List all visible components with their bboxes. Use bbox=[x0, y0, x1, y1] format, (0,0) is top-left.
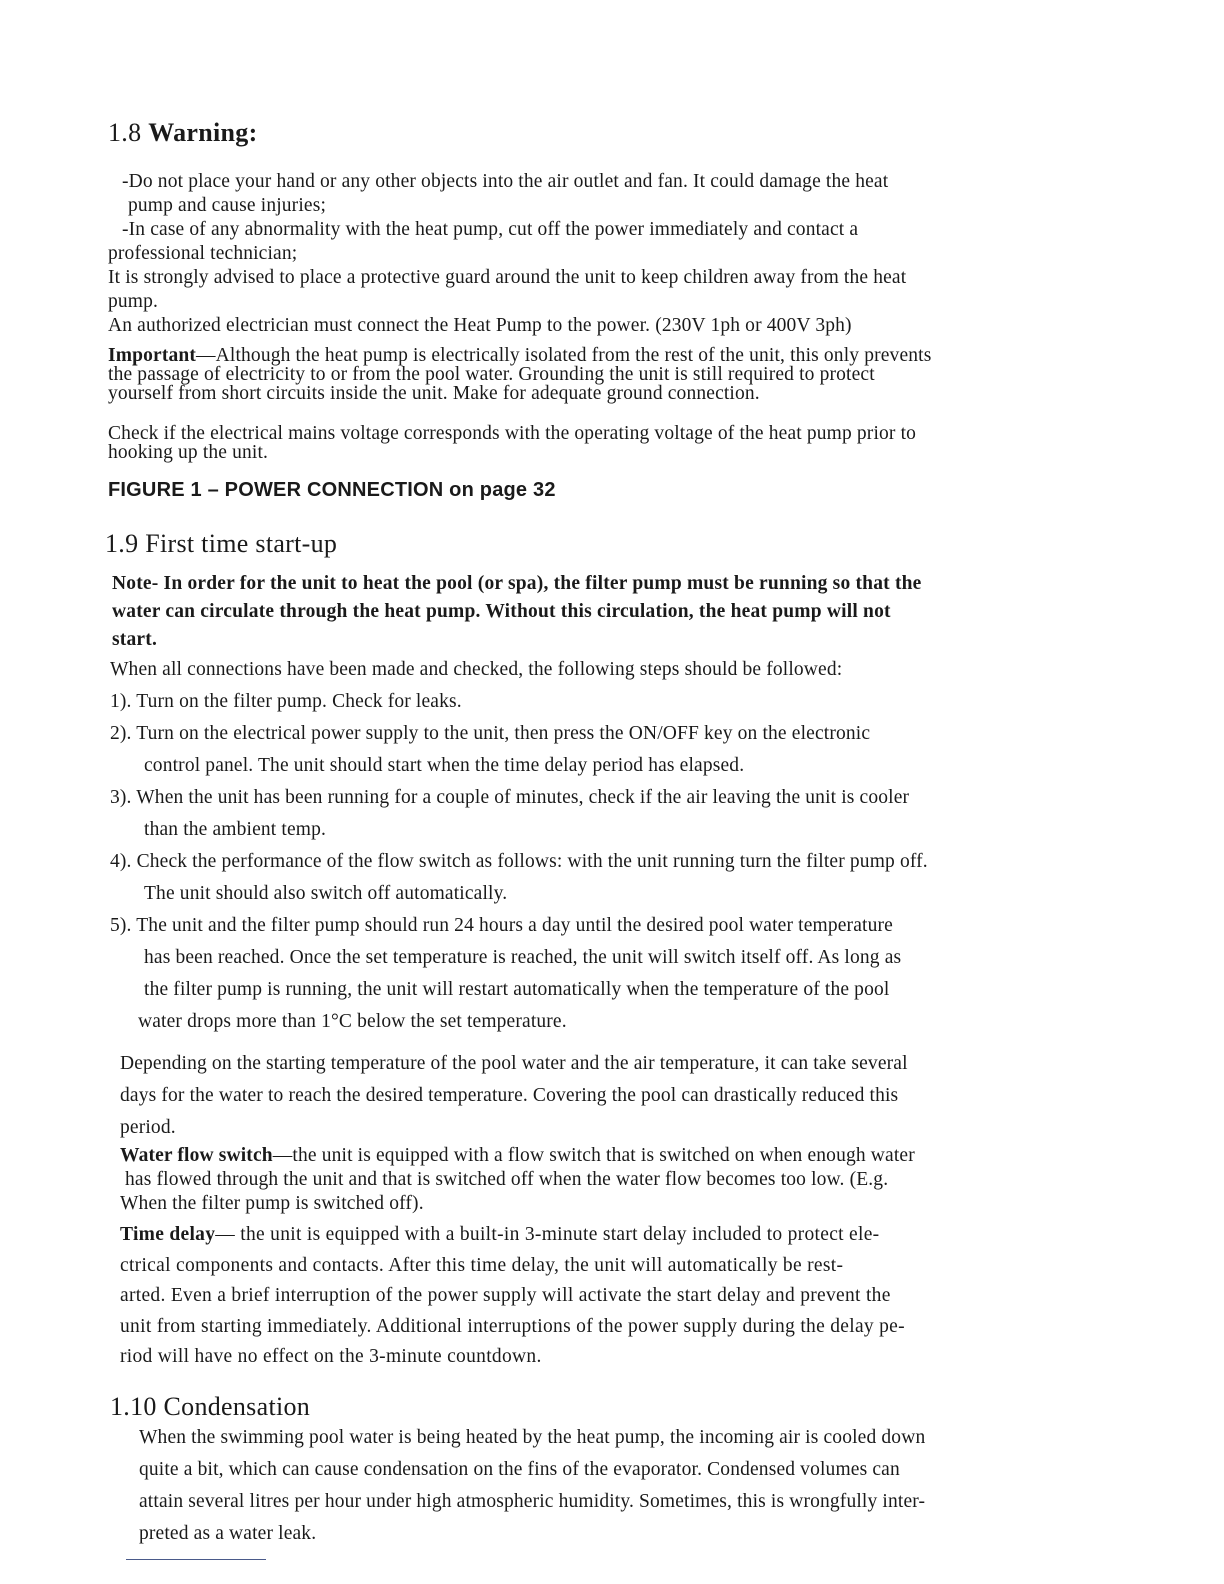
warning-list bbox=[108, 170, 906, 338]
warning-line: It is strongly advised to place a protective guard around the unit to keep children away from the heat bbox=[108, 267, 907, 288]
time-delay-line: ctrical components and contacts. After this time delay, the unit will automatically be rest- bbox=[120, 1254, 844, 1276]
time-delay-paragraph bbox=[120, 1220, 905, 1373]
step-item: 5). The unit and the filter pump should run 24 hours a day until the desired pool water temperature bbox=[110, 915, 893, 936]
condensation-line: When the swimming pool water is being heated by the heat pump, the incoming air is cooled down bbox=[139, 1427, 926, 1448]
time-delay-line: arted. Even a brief interruption of the power supply will activate the start delay and prevent the bbox=[120, 1285, 891, 1306]
note-line: water can circulate through the heat pump. Without this circulation, the heat pump will not bbox=[112, 601, 891, 622]
footer-rule bbox=[126, 1559, 266, 1560]
warning-title: Warning: bbox=[148, 118, 258, 147]
warning-line: pump and cause injuries; bbox=[128, 195, 327, 216]
check-paragraph bbox=[108, 424, 916, 462]
flow-switch-line: When the filter pump is switched off). bbox=[120, 1193, 424, 1214]
check-line: Check if the electrical mains voltage corresponds with the operating voltage of the heat pump prior to bbox=[108, 423, 917, 444]
time-delay-line: — the unit is equipped with a built-in 3-minute start delay included to protect ele- bbox=[215, 1224, 880, 1245]
important-label: Important bbox=[108, 345, 197, 366]
condensation-line: preted as a water leak. bbox=[139, 1523, 317, 1544]
condensation-line: quite a bit, which can cause condensation on the fins of the evaporator. Condensed volumes can bbox=[139, 1459, 900, 1480]
warning-number: 1.8 bbox=[108, 118, 142, 147]
step-continuation: water drops more than 1°C below the set temperature. bbox=[138, 1011, 567, 1032]
depending-paragraph bbox=[120, 1048, 908, 1144]
check-line: hooking up the unit. bbox=[108, 442, 269, 463]
depending-line: period. bbox=[120, 1117, 176, 1138]
step-item: 4). Check the performance of the flow switch as follows: with the unit running turn the filter pump off. bbox=[110, 851, 928, 872]
step-item: 3). When the unit has been running for a couple of minutes, check if the air leaving the unit is cooler bbox=[110, 787, 910, 808]
warning-line: -In case of any abnormality with the heat pump, cut off the power immediately and contact a bbox=[122, 219, 859, 240]
flow-switch-paragraph bbox=[120, 1144, 915, 1216]
depending-line: Depending on the starting temperature of the pool water and the air temperature, it can take several bbox=[120, 1053, 908, 1074]
step-continuation: than the ambient temp. bbox=[144, 819, 326, 840]
time-delay-label: Time delay bbox=[120, 1224, 216, 1245]
warning-heading bbox=[108, 118, 258, 148]
condensation-line: attain several litres per hour under high atmospheric humidity. Sometimes, this is wrongfully inter- bbox=[139, 1491, 926, 1512]
flow-switch-label: Water flow switch bbox=[120, 1145, 273, 1166]
important-paragraph bbox=[108, 346, 931, 403]
depending-line: days for the water to reach the desired temperature. Covering the pool can drastically reduced this bbox=[120, 1085, 899, 1106]
time-delay-line: riod will have no effect on the 3-minute countdown. bbox=[120, 1346, 542, 1367]
note-line: start. bbox=[112, 629, 158, 650]
condensation-paragraph bbox=[139, 1422, 925, 1550]
condensation-heading: 1.10 Condensation bbox=[110, 1392, 311, 1421]
step-continuation: The unit should also switch off automatically. bbox=[144, 883, 508, 904]
step-continuation: the filter pump is running, the unit will restart automatically when the temperature of the pool bbox=[144, 979, 890, 1000]
warning-line: -Do not place your hand or any other objects into the air outlet and fan. It could damage the heat bbox=[122, 171, 889, 192]
startup-steps bbox=[110, 686, 928, 1038]
important-line: yourself from short circuits inside the unit. Make for adequate ground connection. bbox=[108, 383, 760, 404]
note-line: Note- In order for the unit to heat the pool (or spa), the filter pump must be running so that the bbox=[112, 573, 922, 594]
step-continuation: has been reached. Once the set temperature is reached, the unit will switch itself off. As long as bbox=[144, 947, 902, 968]
step-item: 2). Turn on the electrical power supply to the unit, then press the ON/OFF key on the electronic bbox=[110, 723, 871, 744]
step-item: 1). Turn on the filter pump. Check for leaks. bbox=[110, 691, 462, 712]
figure-reference: FIGURE 1 – POWER CONNECTION on page 32 bbox=[108, 479, 556, 501]
warning-line: An authorized electrician must connect the Heat Pump to the power. (230V 1ph or 400V 3ph) bbox=[108, 315, 852, 336]
flow-switch-line: —the unit is equipped with a flow switch that is switched on when enough water bbox=[272, 1145, 915, 1166]
step-continuation: control panel. The unit should start when the time delay period has elapsed. bbox=[144, 755, 745, 776]
important-line: the passage of electricity to or from the pool water. Grounding the unit is still required to protect bbox=[108, 364, 875, 385]
important-line: —Although the heat pump is electrically isolated from the rest of the unit, this only prevents bbox=[196, 345, 932, 366]
startup-heading: 1.9 First time start-up bbox=[105, 529, 338, 558]
startup-note bbox=[112, 570, 922, 654]
startup-intro: When all connections have been made and checked, the following steps should be followed: bbox=[110, 659, 843, 680]
flow-switch-line: has flowed through the unit and that is switched off when the water flow becomes too low. (E.g. bbox=[120, 1169, 889, 1190]
warning-line: professional technician; bbox=[108, 243, 298, 264]
warning-line: pump. bbox=[108, 291, 159, 312]
time-delay-line: unit from starting immediately. Additional interruptions of the power supply during the delay pe- bbox=[120, 1315, 905, 1337]
